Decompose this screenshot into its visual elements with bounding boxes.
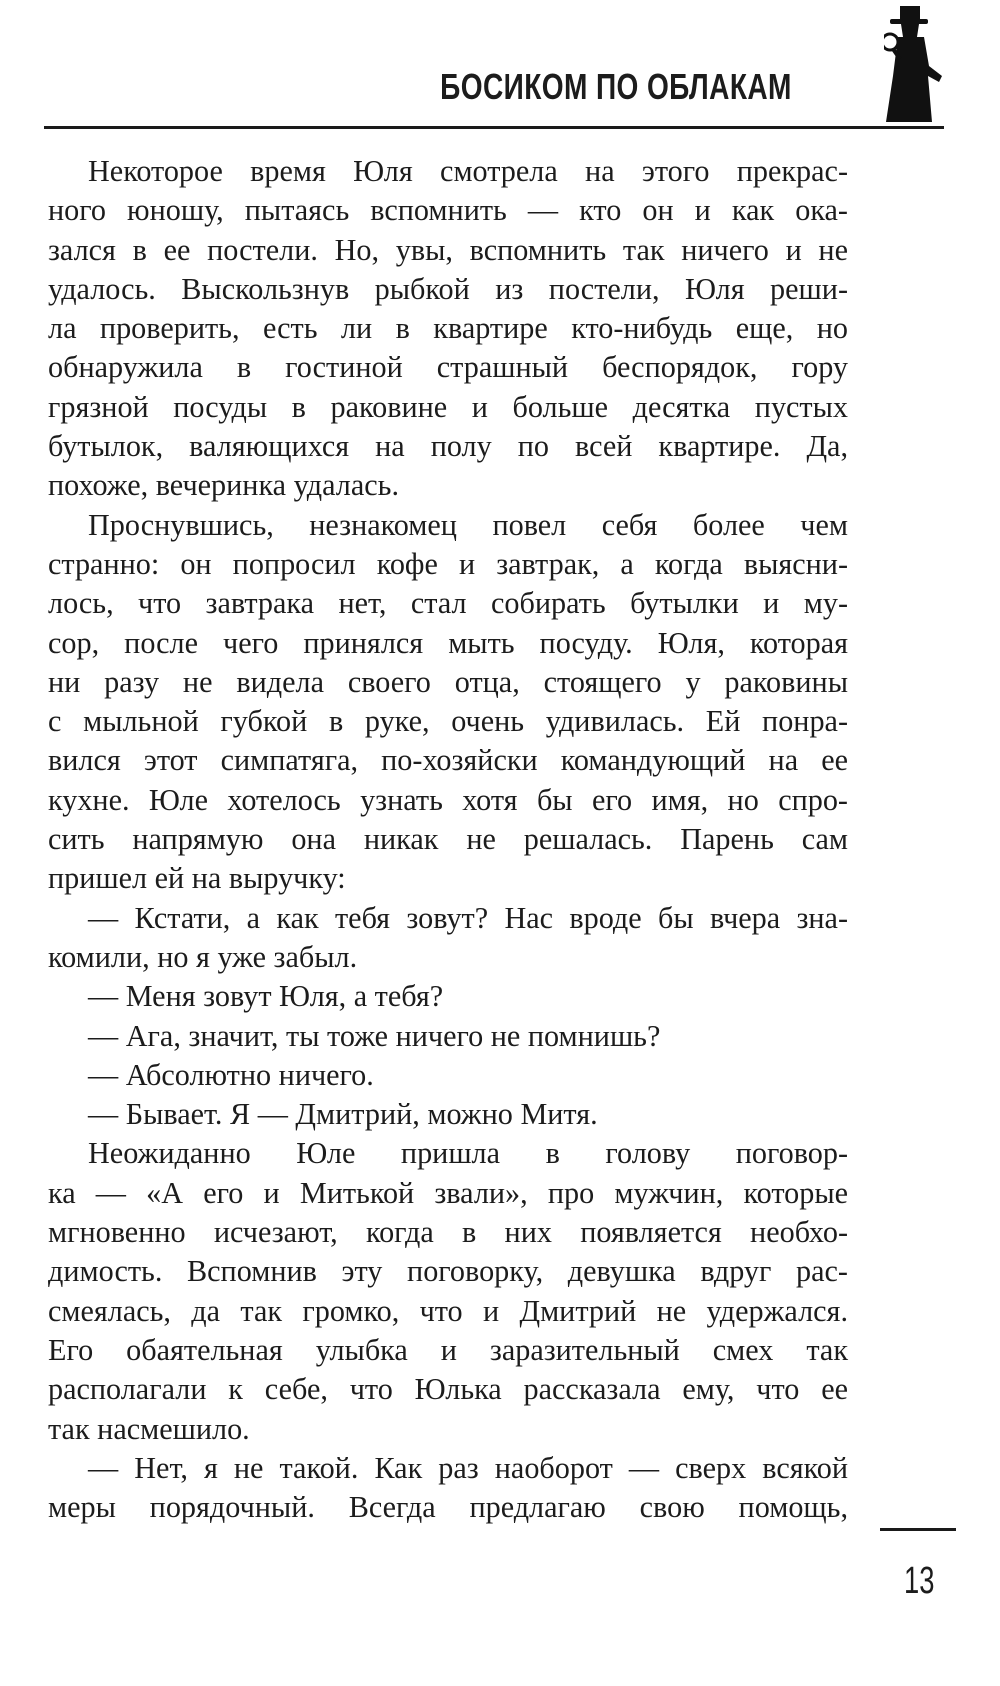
page-number: 13	[904, 1560, 935, 1602]
text-line: — Меня зовут Юля, а тебя?	[88, 979, 444, 1014]
text-line: странно: он попросил кофе и завтрак, а когда выясни-	[48, 546, 848, 581]
text-line: сить напрямую она никак не решалась. Парень сам	[48, 822, 848, 857]
running-head: БОСИКОМ ПО ОБЛАКАМ	[440, 66, 792, 107]
text-line: сор, после чего принялся мыть посуду. Юля, которая	[48, 625, 848, 660]
text-line: комили, но я уже забыл.	[48, 939, 358, 974]
footer-rule	[880, 1528, 956, 1531]
text-line: так насмешило.	[48, 1411, 250, 1446]
text-line: — Абсолютно ничего.	[88, 1057, 374, 1092]
text-line: — Нет, я не такой. Как раз наоборот — сверх всякой	[88, 1450, 848, 1485]
text-line: димость. Вспомнив эту поговорку, девушка вдруг рас-	[48, 1254, 848, 1289]
text-line: — Бывает. Я — Дмитрий, можно Митя.	[88, 1097, 598, 1132]
text-line: похоже, вечеринка удалась.	[48, 468, 399, 503]
text-line: Неожиданно Юле пришла в голову поговор-	[88, 1136, 848, 1171]
text-line: с мыльной губкой в руке, очень удивилась. Ей понра-	[48, 704, 848, 739]
text-line: Его обаятельная улыбка и заразительный смех так	[48, 1332, 848, 1367]
text-line: кухне. Юле хотелось узнать хотя бы его имя, но спро-	[48, 782, 848, 817]
text-line: вился этот симпатяга, по-хозяйски командующий на ее	[48, 743, 848, 778]
text-line: ного юношу, пытаясь вспомнить — кто он и как ока-	[48, 193, 848, 228]
text-line: смеялась, да так громко, что и Дмитрий не удержался.	[48, 1293, 848, 1328]
text-line: грязной посуды в раковине и больше десятка пустых	[48, 389, 848, 424]
text-line: пришел ей на выручку:	[48, 861, 346, 896]
text-line: мгновенно исчезают, когда в них появляется необхо-	[48, 1215, 848, 1250]
text-line: ла проверить, есть ли в квартире кто-нибудь еще, но	[48, 311, 848, 346]
text-line: лось, что завтрака нет, стал собирать бутылки и му-	[48, 586, 848, 621]
text-line: меры порядочный. Всегда предлагаю свою помощь,	[48, 1490, 848, 1525]
text-line: — Кстати, а как тебя зовут? Нас вроде бы вчера зна-	[88, 900, 848, 935]
text-line: Некоторое время Юля смотрела на этого прекрас-	[88, 154, 848, 188]
page-body	[48, 152, 848, 1527]
text-line: ни разу не видела своего отца, стоящего у раковины	[48, 664, 848, 699]
text-line: — Ага, значит, ты тоже ничего не помнишь?	[88, 1018, 661, 1053]
text-line: ка — «А его и Митькой звали», про мужчин, которые	[48, 1175, 848, 1210]
header-rule	[44, 126, 944, 129]
text-line: Проснувшись, незнакомец повел себя более чем	[88, 507, 848, 542]
text-line: обнаружила в гостиной страшный беспорядок, гору	[48, 350, 848, 385]
text-line: располагали к себе, что Юлька рассказала ему, что ее	[48, 1372, 848, 1407]
text-line: удалось. Выскользнув рыбкой из постели, Юля реши-	[48, 271, 848, 306]
text-line: бутылок, валяющихся на полу по всей квартире. Да,	[48, 429, 848, 464]
detective-silhouette-icon	[884, 4, 964, 128]
text-line: зался в ее постели. Но, увы, вспомнить так ничего и не	[48, 232, 848, 267]
